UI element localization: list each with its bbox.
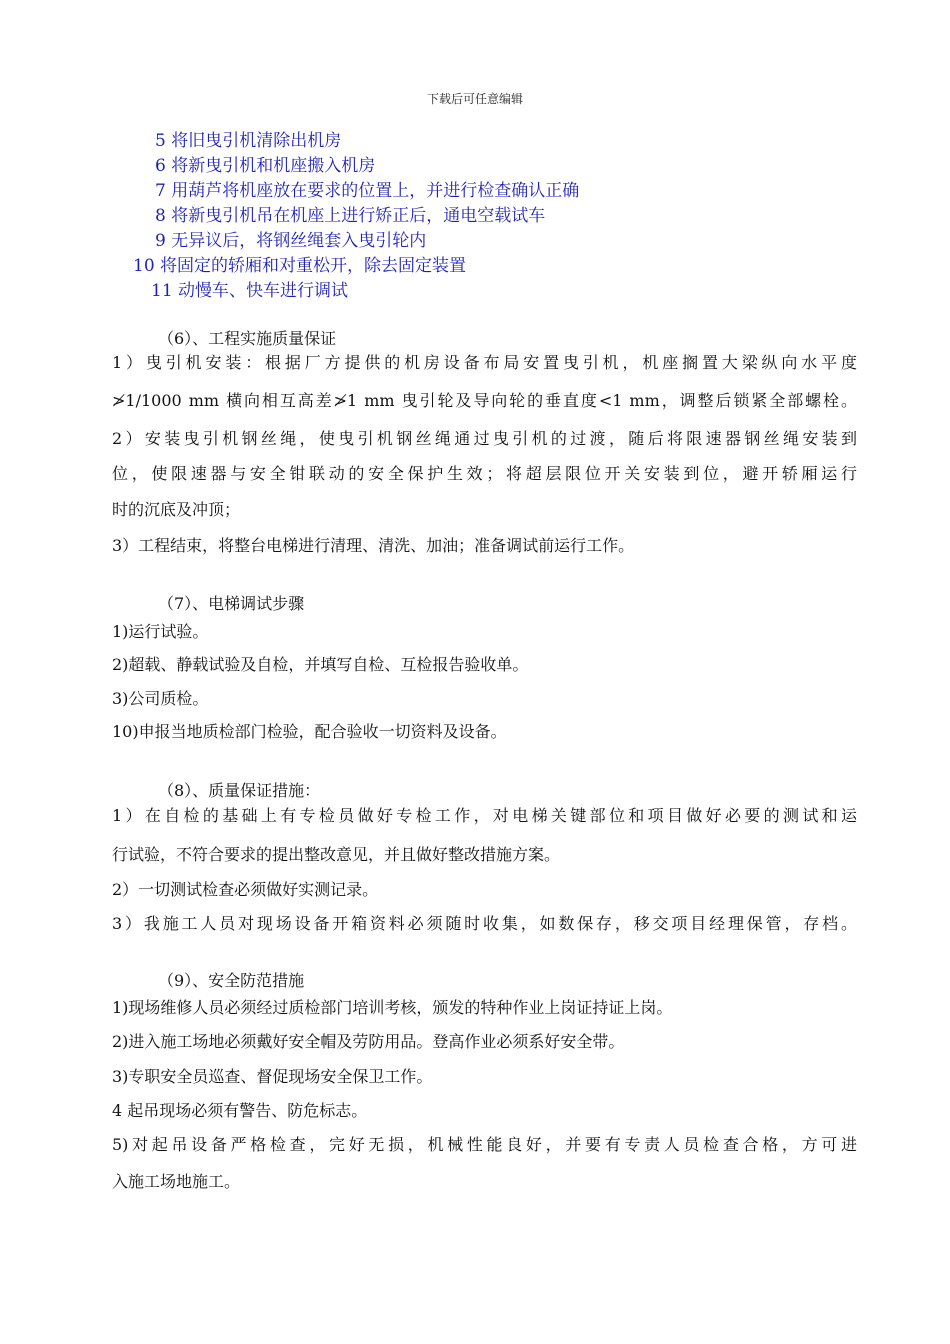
paragraph-line: 行试验，不符合要求的提出整改意见，并且做好整改措施方案。 <box>112 845 561 864</box>
section-9-title: （9）、安全防范措施 <box>158 971 305 990</box>
step-item: 6 将新曳引机和机座搬入机房 <box>155 156 376 176</box>
paragraph-line: 2）一切测试检查必须做好实测记录。 <box>112 880 379 899</box>
step-item: 10 将固定的轿厢和对重松开，除去固定装置 <box>133 256 467 276</box>
paragraph-line: 3)公司质检。 <box>112 689 209 708</box>
step-item: 7 用葫芦将机座放在要求的位置上，并进行检查确认正确 <box>155 181 580 201</box>
paragraph-line: 入施工场地施工。 <box>112 1172 241 1191</box>
paragraph-line: 5)对起吊设备严格检查，完好无损，机械性能良好，并要有专责人员检查合格，方可进 <box>112 1135 857 1154</box>
paragraph-line: 3）我施工人员对现场设备开箱资料必须随时收集，如数保存，移交项目经理保管，存档。 <box>112 914 857 933</box>
section-6-title: （6）、工程实施质量保证 <box>158 329 337 348</box>
paragraph-line: 3）工程结束，将整台电梯进行清理、清洗、加油；准备调试前运行工作。 <box>112 536 635 555</box>
paragraph-line: 1）在自检的基础上有专检员做好专检工作，对电梯关键部位和项目做好必要的测试和运 <box>112 806 857 825</box>
paragraph-line: 1)现场维修人员必须经过质检部门培训考核，颁发的特种作业上岗证持证上岗。 <box>112 998 673 1017</box>
section-8-title: （8）、质量保证措施： <box>158 781 321 800</box>
paragraph-line: 1)运行试验。 <box>112 622 209 641</box>
paragraph-line: 1）曳引机安装：根据厂方提供的机房设备布局安置曳引机，机座搁置大梁纵向水平度 <box>112 353 857 372</box>
paragraph-line: 2)超载、静载试验及自检，并填写自检、互检报告验收单。 <box>112 655 529 674</box>
paragraph-line: 位，使限速器与安全钳联动的安全保护生效；将超层限位开关安装到位，避开轿厢运行 <box>112 464 857 483</box>
paragraph-line: 2)进入施工场地必须戴好安全帽及劳防用品。登高作业必须系好安全带。 <box>112 1032 625 1051</box>
section-7-title: （7）、电梯调试步骤 <box>158 594 305 613</box>
step-item: 11 动慢车、快车进行调试 <box>151 281 349 301</box>
step-item: 8 将新曳引机吊在机座上进行矫正后，通电空载试车 <box>155 206 546 226</box>
page-header: 下载后可任意编辑 <box>426 92 523 106</box>
paragraph-line: 4 起吊现场必须有警告、防危标志。 <box>112 1101 368 1120</box>
step-item: 9 无异议后，将钢丝绳套入曳引轮内 <box>155 231 427 251</box>
paragraph-line: 2）安装曳引机钢丝绳，使曳引机钢丝绳通过曳引机的过渡，随后将限速器钢丝绳安装到 <box>112 429 857 448</box>
step-item: 5 将旧曳引机清除出机房 <box>155 131 342 151</box>
paragraph-line: 时的沉底及冲顶； <box>112 500 241 519</box>
paragraph-line: 3)专职安全员巡查、督促现场安全保卫工作。 <box>112 1067 433 1086</box>
paragraph-line: 10)申报当地质检部门检验，配合验收一切资料及设备。 <box>112 722 507 741</box>
paragraph-line: ≯1/1000 mm 横向相互高差≯1 mm 曳引轮及导向轮的垂直度<1 mm，调整后锁紧全部螺栓。 <box>112 391 857 410</box>
